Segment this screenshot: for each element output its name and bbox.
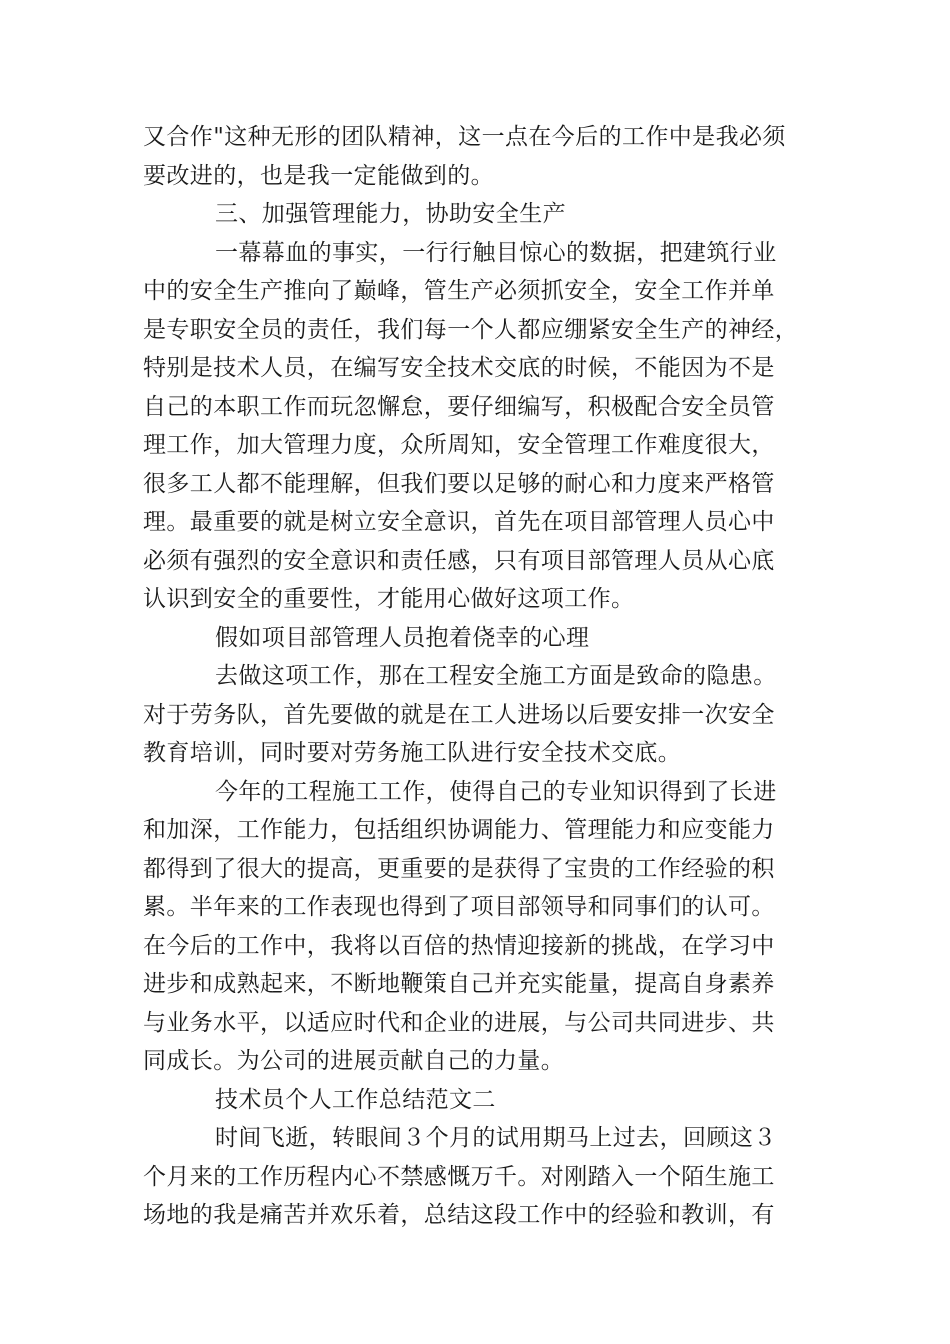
text-line: 特别是技术人员，在编写安全技术交底的时候，不能因为不是 <box>143 355 775 381</box>
text-line: 很多工人都不能理解，但我们要以足够的耐心和力度来严格管 <box>143 471 775 497</box>
text-line: 都得到了很大的提高，更重要的是获得了宝贵的工作经验的积 <box>143 856 775 882</box>
text-line: 与业务水平，以适应时代和企业的进展，与公司共同进步、共 <box>143 1010 775 1036</box>
text-line: 教育培训，同时要对劳务施工队进行安全技术交底。 <box>143 740 682 766</box>
text-line: 个月来的工作历程内心不禁感慨万千。对刚踏入一个陌生施工 <box>143 1164 775 1190</box>
text-line: 和加深，工作能力，包括组织协调能力、管理能力和应变能力 <box>143 817 775 843</box>
text-line: 累。半年来的工作表现也得到了项目部领导和同事们的认可。 <box>143 894 775 920</box>
text-line: 要改进的，也是我一定能做到的。 <box>143 163 494 189</box>
text-line: 中的安全生产推向了巅峰，管生产必须抓安全，安全工作并单 <box>143 278 775 304</box>
text-line: 必须有强烈的安全意识和责任感，只有项目部管理人员从心底 <box>143 548 775 574</box>
text-line: 场地的我是痛苦并欢乐着，总结这段工作中的经验和教训，有 <box>143 1202 775 1228</box>
text-line: 同成长。为公司的进展贡献自己的力量。 <box>143 1048 565 1074</box>
text-line: 自己的本职工作而玩忽懈怠，要仔细编写，积极配合安全员管 <box>143 394 775 420</box>
text-line: 假如项目部管理人员抱着侥幸的心理 <box>215 625 590 651</box>
section-heading: 三、加强管理能力，协助安全生产 <box>215 201 566 227</box>
text-line: 去做这项工作，那在工程安全施工方面是致命的隐患。 <box>215 663 777 689</box>
text-line: 是专职安全员的责任，我们每一个人都应绷紧安全生产的神经， <box>143 317 799 343</box>
text-line: 对于劳务队，首先要做的就是在工人进场以后要安排一次安全 <box>143 702 775 728</box>
text-line: 今年的工程施工工作，使得自己的专业知识得到了长进 <box>215 779 777 805</box>
text-line: 时间飞逝，转眼间３个月的试用期马上过去，回顾这３ <box>215 1125 777 1151</box>
text-line: 理工作，加大管理力度，众所周知，安全管理工作难度很大， <box>143 432 775 458</box>
text-line: 认识到安全的重要性，才能用心做好这项工作。 <box>143 586 635 612</box>
text-line: 一幕幕血的事实，一行行触目惊心的数据，把建筑行业 <box>215 240 777 266</box>
section-heading: 技术员个人工作总结范文二 <box>215 1087 496 1113</box>
text-line: 又合作"这种无形的团队精神，这一点在今后的工作中是我必须 <box>143 124 786 150</box>
text-line: 进步和成熟起来，不断地鞭策自己并充实能量，提高自身素养 <box>143 971 775 997</box>
text-line: 理。最重要的就是树立安全意识，首先在项目部管理人员心中 <box>143 509 775 535</box>
text-line: 在今后的工作中，我将以百倍的热情迎接新的挑战，在学习中 <box>143 933 775 959</box>
